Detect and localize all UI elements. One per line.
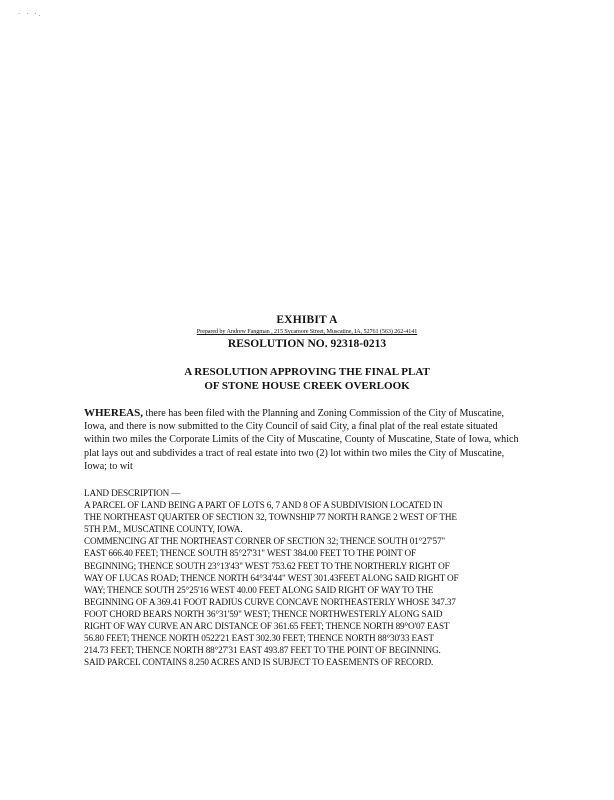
land-description-line: EAST 666.40 FEET; THENCE SOUTH 85°27'31" WEST 384.00 FEET TO THE POINT OF (84, 548, 416, 559)
whereas-body: there has been filed with the Planning and Zoning Commission of the City of Muscatine, Iowa, and there is now submitted to the City Council of said City, a final plat of the real estate situated within two miles the Corporate Limits of the City of Muscatine, County of Muscatine, State of Iowa, which plat lays out and subdivides a tract of real estate into two (2) lot within two miles the City of Muscatine, Iowa; to wit (84, 408, 519, 472)
land-description-line: BEGINNING; THENCE SOUTH 23°13'43" WEST 753.62 FEET TO THE NORTHERLY RIGHT OF (84, 560, 450, 571)
prepared-by-line: Prepared by Andrew Fangman , 215 Sycamore Street, Muscatine, IA, 52761 (563) 262-4141 (196, 328, 418, 335)
whereas-paragraph (84, 407, 524, 473)
whereas-lead: WHEREAS, (84, 407, 143, 419)
land-description-line: BEGINNING OF A 369.41 FOOT RADIUS CURVE CONCAVE NORTHEASTERLY WHOSE 347.37 (84, 596, 456, 607)
land-description-line: A PARCEL OF LAND BEING A PART OF LOTS 6, 7 AND 8 OF A SUBDIVISION LOCATED IN (84, 500, 443, 511)
resolution-title-line-1: A RESOLUTION APPROVING THE FINAL PLAT (184, 366, 430, 378)
land-description (84, 487, 534, 668)
land-description-line: WAY OF LUCAS ROAD; THENCE NORTH 64°34'44" WEST 301.43FEET ALONG SAID RIGHT OF (84, 572, 459, 583)
resolution-title-line-2: OF STONE HOUSE CREEK OVERLOOK (204, 380, 410, 392)
land-description-line: SAID PARCEL CONTAINS 8.250 ACRES AND IS SUBJECT TO EASEMENTS OF RECORD. (84, 657, 434, 668)
land-description-line: THE NORTHEAST QUARTER OF SECTION 32, TOWNSHIP 77 NORTH RANGE 2 WEST OF THE (84, 512, 457, 523)
land-description-heading: LAND DESCRIPTION — (84, 488, 181, 498)
scan-artifact: · · ·. (18, 10, 43, 18)
land-description-line: 56.80 FEET; THENCE NORTH 0522'21 EAST 302.30 FEET; THENCE NORTH 88°30'33 EAST (84, 633, 434, 644)
land-description-line: COMMENCING AT THE NORTHEAST CORNER OF SECTION 32; THENCE SOUTH 01°27'57" (84, 536, 445, 547)
land-description-line: FOOT CHORD BEARS NORTH 36°31'59" WEST; THENCE NORTHWESTERLY ALONG SAID (84, 608, 443, 619)
land-description-line: WAY; THENCE SOUTH 25°25'16 WEST 40.00 FEET ALONG SAID RIGHT OF WAY TO THE (84, 584, 434, 595)
exhibit-title: EXHIBIT A (276, 314, 338, 326)
resolution-number: RESOLUTION NO. 92318-0213 (227, 338, 387, 350)
land-description-line: 214.73 FEET; THENCE NORTH 88°27'31 EAST 493.87 FEET TO THE POINT OF BEGINNING. (84, 645, 441, 656)
land-description-line: RIGHT OF WAY CURVE AN ARC DISTANCE OF 361.65 FEET; THENCE NORTH 89°O'07 EAST (84, 621, 450, 632)
land-description-line: 5TH P.M., MUSCATINE COUNTY, IOWA. (84, 524, 243, 535)
resolution-title (0, 365, 614, 393)
